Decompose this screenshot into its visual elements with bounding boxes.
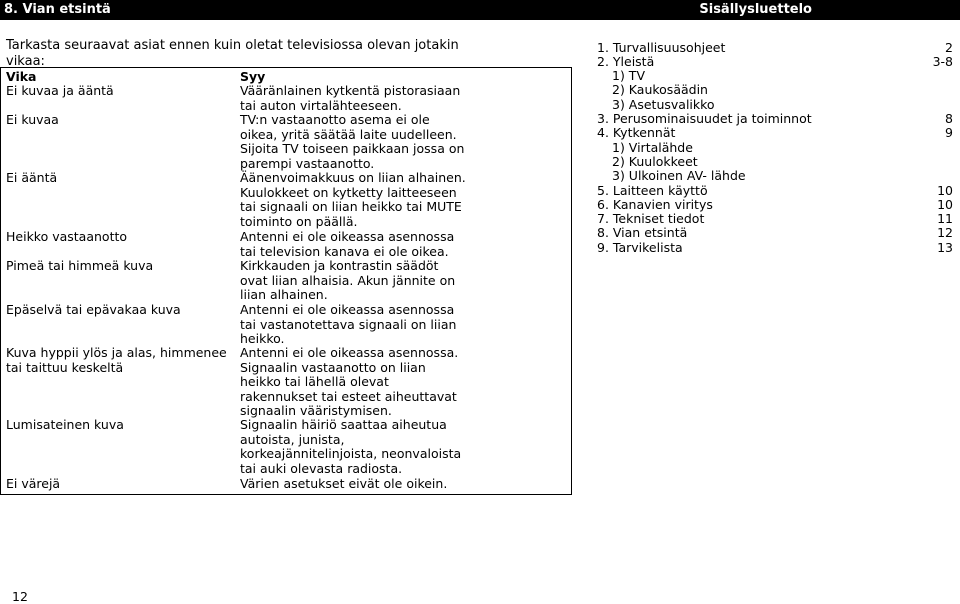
toc-item[interactable]: 6. Kanavien viritys bbox=[597, 197, 713, 212]
toc-page: 11 bbox=[937, 211, 953, 226]
toc-item[interactable]: 9. Tarvikelista bbox=[597, 240, 683, 255]
table-row-symptom: Kuva hyppii ylös ja alas, himmenee tai taittuu keskeltä bbox=[6, 345, 227, 375]
table-row-cause: Antenni ei ole oikeassa asennossa tai vastanotettava signaali on liian heikko. bbox=[240, 302, 457, 346]
toc-page: 9 bbox=[945, 125, 953, 140]
table-row-symptom: Ei värejä bbox=[6, 476, 61, 491]
table-row-symptom: Ei kuvaa ja ääntä bbox=[6, 83, 114, 98]
table-row-cause: Värien asetukset eivät ole oikein. bbox=[240, 476, 448, 491]
toc-subitem[interactable]: 2) Kaukosäädin bbox=[612, 82, 708, 97]
toc-page: 12 bbox=[937, 225, 953, 240]
toc-item[interactable]: 7. Tekniset tiedot bbox=[597, 211, 705, 226]
toc-page: 3-8 bbox=[932, 54, 953, 69]
toc-page: 10 bbox=[937, 197, 953, 212]
section-title: 8. Vian etsintä bbox=[4, 2, 111, 17]
toc-subitem[interactable]: 3) Ulkoinen AV- lähde bbox=[612, 168, 746, 183]
toc-item[interactable]: 5. Laitteen käyttö bbox=[597, 183, 708, 198]
table-row-cause: TV:n vastaanotto asema ei ole oikea, yritä säätää laite uudelleen. Sijoita TV toiseen paikkaan jossa on parempi vastaanotto. bbox=[240, 112, 465, 171]
intro-text: Tarkasta seuraavat asiat ennen kuin oletat televisiossa olevan jotakin vikaa: bbox=[6, 38, 459, 69]
table-row-symptom: Epäselvä tai epävakaa kuva bbox=[6, 302, 181, 317]
toc-subitem[interactable]: 1) TV bbox=[612, 68, 645, 83]
table-row-symptom: Pimeä tai himmeä kuva bbox=[6, 258, 154, 273]
table-row-cause: Antenni ei ole oikeassa asennossa tai television kanava ei ole oikea. bbox=[240, 229, 455, 259]
toc-subitem[interactable]: 3) Asetusvalikko bbox=[612, 97, 715, 112]
table-row-symptom: Lumisateinen kuva bbox=[6, 417, 124, 432]
table-row-symptom: Ei ääntä bbox=[6, 170, 58, 185]
toc-link[interactable]: Sisällysluettelo bbox=[699, 2, 812, 17]
toc-page: 2 bbox=[945, 40, 953, 55]
toc-page: 13 bbox=[937, 240, 953, 255]
section-header-bar bbox=[0, 0, 960, 20]
table-row-cause: Antenni ei ole oikeassa asennossa. Signaalin vastaanotto on liian heikko tai lähellä olevat rakennukset tai esteet aiheuttavat signaalin vääristymisen. bbox=[240, 345, 459, 418]
symptom-column-header: Vika bbox=[6, 69, 37, 84]
toc-item[interactable]: 3. Perusominaisuudet ja toiminnot bbox=[597, 111, 812, 126]
table-row-cause: Vääränlainen kytkentä pistorasiaan tai auton virtalähteeseen. bbox=[240, 83, 461, 113]
table-row-cause: Kirkkauden ja kontrastin säädöt ovat liian alhaisia. Akun jännite on liian alhainen. bbox=[240, 258, 456, 302]
toc-subitem[interactable]: 1) Virtalähde bbox=[612, 140, 693, 155]
toc-item[interactable]: 1. Turvallisuusohjeet bbox=[597, 40, 726, 55]
toc-page: 8 bbox=[945, 111, 953, 126]
toc-item[interactable]: 4. Kytkennät bbox=[597, 125, 676, 140]
table-row-symptom: Ei kuvaa bbox=[6, 112, 59, 127]
toc-page: 10 bbox=[937, 183, 953, 198]
toc-item[interactable]: 8. Vian etsintä bbox=[597, 225, 688, 240]
table-row-symptom: Heikko vastaanotto bbox=[6, 229, 128, 244]
page-number: 12 bbox=[12, 589, 28, 604]
table-row-cause: Äänenvoimakkuus on liian alhainen. Kuulokkeet on kytketty laitteeseen tai signaali on liian heikko tai MUTE toiminto on päällä. bbox=[240, 170, 466, 229]
toc-subitem[interactable]: 2) Kuulokkeet bbox=[612, 154, 698, 169]
table-row-cause: Signaalin häiriö saattaa aiheutua autoista, junista, korkeajännitelinjoista, neonvaloista tai auki olevasta radiosta. bbox=[240, 417, 462, 476]
cause-column-header: Syy bbox=[240, 69, 266, 84]
toc-item[interactable]: 2. Yleistä bbox=[597, 54, 655, 69]
